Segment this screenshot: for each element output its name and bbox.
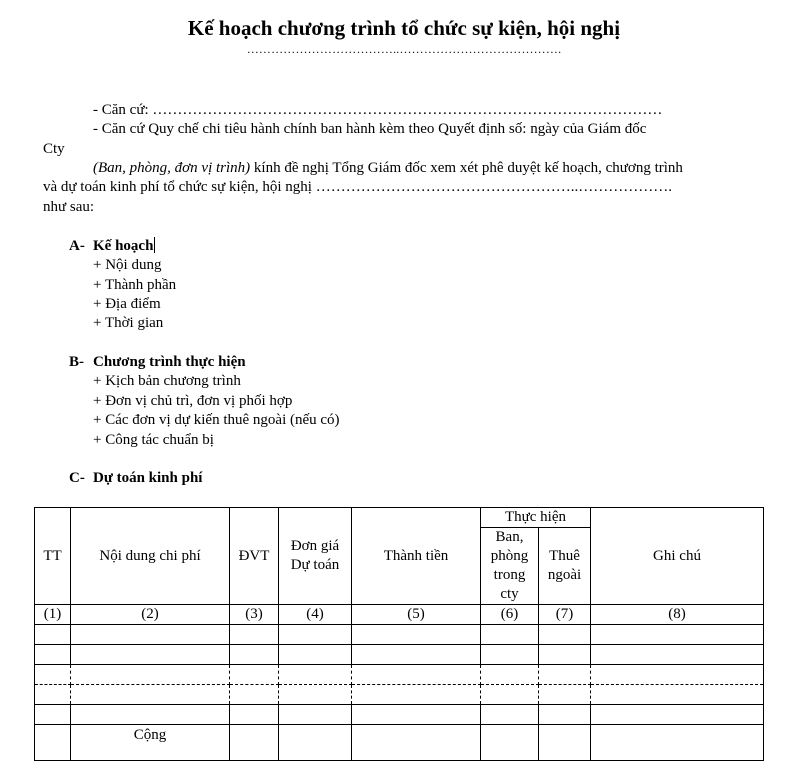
section-b-item: + Kịch bản chương trình <box>93 373 241 389</box>
can-cu-line: - Căn cứ: ………………………………………………………………………………………… <box>93 102 663 118</box>
table-cell <box>591 645 764 665</box>
section-c-title: Dự toán kinh phí <box>93 470 203 486</box>
table-cell <box>591 685 764 705</box>
table-cell <box>230 645 279 665</box>
table-cell <box>481 705 539 725</box>
table-cell <box>352 645 481 665</box>
header-tt: TT <box>35 508 71 605</box>
table-cell <box>352 665 481 685</box>
table-cell <box>279 705 352 725</box>
table-cell <box>481 645 539 665</box>
section-a-item: + Nội dung <box>93 257 162 273</box>
total-label: Cộng <box>71 725 230 761</box>
table-cell <box>279 725 352 761</box>
header-ghi-chu: Ghi chú <box>591 508 764 605</box>
table-cell <box>35 625 71 645</box>
table-row <box>35 685 764 705</box>
table-cell <box>481 725 539 761</box>
quy-che-line: - Căn cứ Quy chế chi tiêu hành chính ban hành kèm theo Quyết định số: ngày của Giám đốc <box>93 121 647 137</box>
table-cell <box>591 665 764 685</box>
table-cell <box>35 665 71 685</box>
col-number: (5) <box>352 605 481 625</box>
table-cell <box>230 665 279 685</box>
table-cell <box>539 705 591 725</box>
table-cell <box>71 645 230 665</box>
header-noi-dung: Nội dung chi phí <box>71 508 230 605</box>
col-number: (7) <box>539 605 591 625</box>
table-cell <box>35 725 71 761</box>
col-number: (1) <box>35 605 71 625</box>
section-b-label: B- <box>69 354 84 370</box>
section-b-title: Chương trình thực hiện <box>93 354 246 370</box>
table-header-row <box>35 508 764 528</box>
table-cell <box>539 725 591 761</box>
table-cell <box>279 645 352 665</box>
table-row <box>35 625 764 645</box>
col-number: (6) <box>481 605 539 625</box>
table-cell <box>230 725 279 761</box>
header-thanh-tien: Thành tiền <box>352 508 481 605</box>
title-underline-dots: ………………………………..…………………………………. <box>246 42 562 56</box>
table-cell <box>279 665 352 685</box>
proposal-text: kính đề nghị Tổng Giám đốc xem xét phê duyệt kế hoạch, chương trình <box>250 160 683 176</box>
table-cell <box>71 665 230 685</box>
section-b-item: + Các đơn vị dự kiến thuê ngoài (nếu có) <box>93 412 340 428</box>
table-cell <box>35 685 71 705</box>
table-cell <box>352 685 481 705</box>
table-cell <box>35 645 71 665</box>
budget-table <box>34 507 764 761</box>
section-a-heading <box>93 237 155 256</box>
table-cell <box>71 705 230 725</box>
table-cell <box>279 685 352 705</box>
table-cell <box>71 625 230 645</box>
col-number: (8) <box>591 605 764 625</box>
table-cell <box>539 685 591 705</box>
table-cell <box>230 685 279 705</box>
table-row <box>35 665 764 685</box>
table-cell <box>591 705 764 725</box>
table-cell <box>539 665 591 685</box>
header-don-gia: Đơn giá Dự toán <box>279 508 352 605</box>
table-cell <box>71 685 230 705</box>
section-b-item: + Đơn vị chủ trì, đơn vị phối hợp <box>93 393 293 409</box>
table-cell <box>481 685 539 705</box>
section-a-item: + Địa điểm <box>93 296 161 312</box>
header-dvt: ĐVT <box>230 508 279 605</box>
table-cell <box>35 705 71 725</box>
proposal-continuation: và dự toán kinh phí tổ chức sự kiện, hội nghị ……………………………………………..………………. <box>43 179 672 195</box>
table-cell <box>230 625 279 645</box>
proposal-unit-placeholder: (Ban, phòng, đơn vị trình) <box>93 160 251 176</box>
table-total-row <box>35 725 764 761</box>
proposal-line <box>93 159 683 178</box>
table-cell <box>591 725 764 761</box>
col-number: (4) <box>279 605 352 625</box>
table-number-row <box>35 605 764 625</box>
table-cell <box>481 665 539 685</box>
table-cell <box>481 625 539 645</box>
table-row <box>35 645 764 665</box>
header-ban-phong: Ban, phòng trong cty <box>481 528 539 605</box>
table-cell <box>539 645 591 665</box>
table-cell <box>230 705 279 725</box>
table-cell <box>591 625 764 645</box>
text-cursor <box>154 237 155 253</box>
header-thue-ngoai: Thuê ngoài <box>539 528 591 605</box>
section-c-label: C- <box>69 470 85 486</box>
section-a-item: + Thời gian <box>93 315 164 331</box>
proposal-end: như sau: <box>43 199 95 215</box>
table-cell <box>352 705 481 725</box>
table-cell <box>352 725 481 761</box>
table-cell <box>279 625 352 645</box>
section-a-title: Kế hoạch <box>93 238 154 254</box>
col-number: (3) <box>230 605 279 625</box>
table-row <box>35 705 764 725</box>
table-cell <box>539 625 591 645</box>
section-b-item: + Công tác chuẩn bị <box>93 432 214 448</box>
table-cell <box>352 625 481 645</box>
page-title: Kế hoạch chương trình tổ chức sự kiện, hội nghị <box>187 16 621 40</box>
header-thuc-hien: Thực hiện <box>481 508 591 528</box>
section-a-label: A- <box>69 238 85 254</box>
quy-che-continuation: Cty <box>43 141 65 157</box>
section-a-item: + Thành phần <box>93 277 177 293</box>
col-number: (2) <box>71 605 230 625</box>
